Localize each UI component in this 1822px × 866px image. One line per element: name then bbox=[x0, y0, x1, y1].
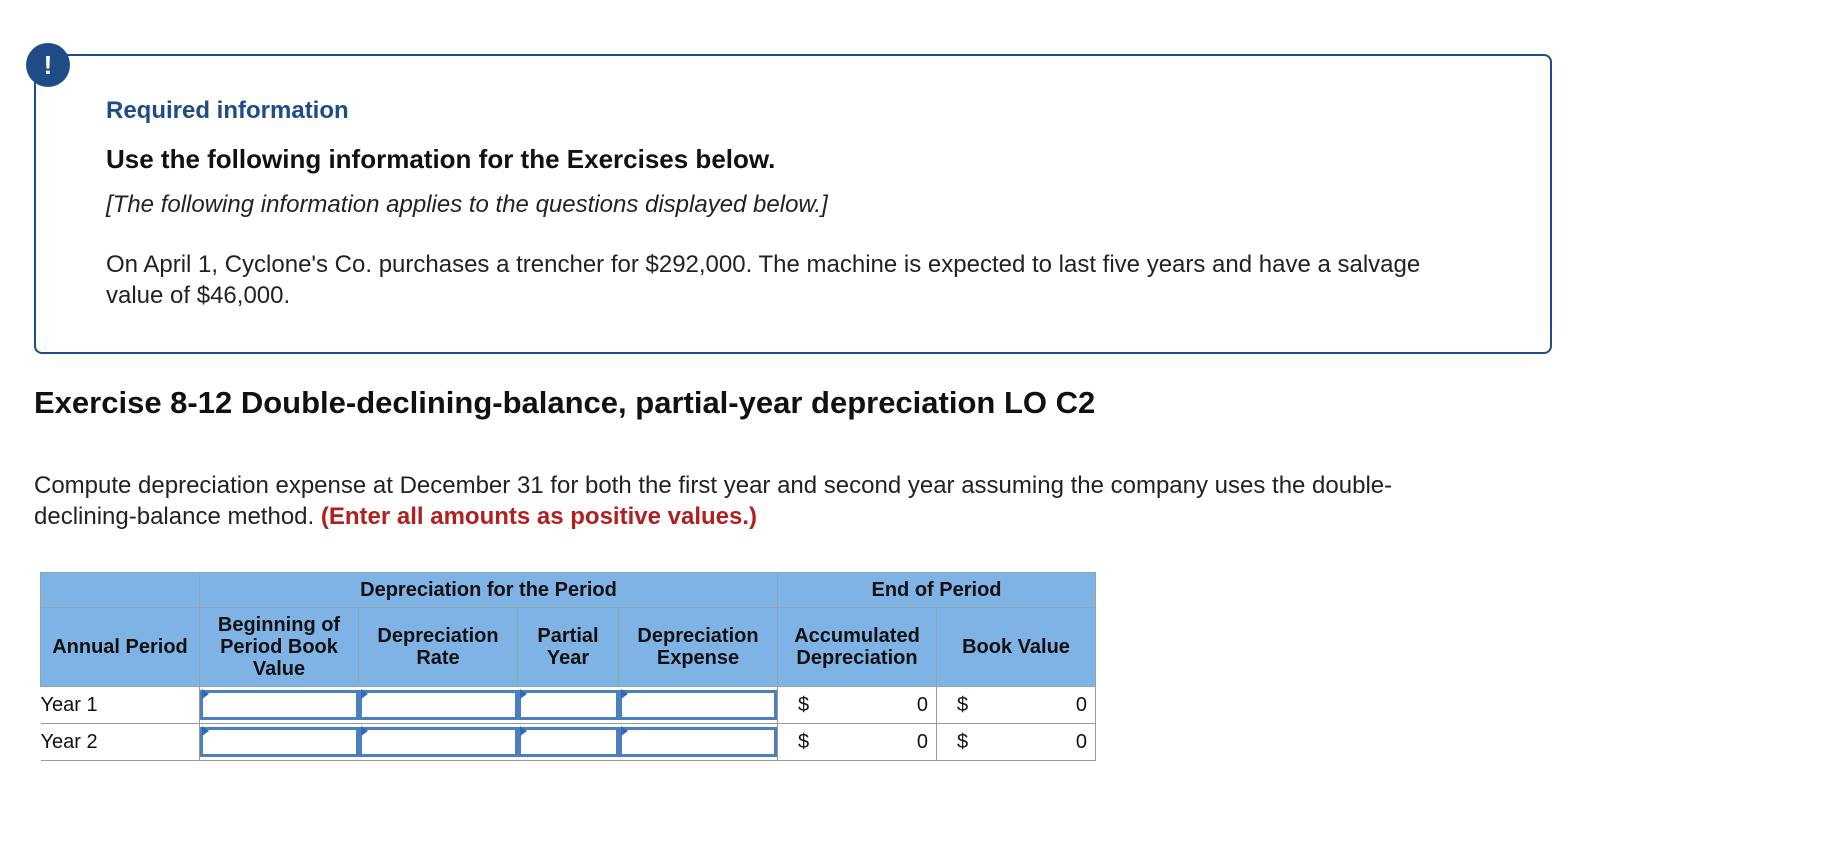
input-marker-icon bbox=[361, 689, 368, 699]
row-period-label: Year 1 bbox=[41, 687, 200, 724]
currency-symbol: $ bbox=[957, 731, 969, 753]
beginning-book-value-input[interactable] bbox=[200, 690, 359, 720]
header-partial-year: Partial Year bbox=[518, 608, 619, 687]
input-marker-icon bbox=[202, 726, 209, 736]
book-value-cell bbox=[937, 724, 1096, 761]
info-heading: Use the following information for the Exercises below. bbox=[106, 144, 776, 174]
accumulated-depreciation-cell bbox=[778, 724, 937, 761]
accumulated-depreciation-value: 0 bbox=[916, 694, 928, 716]
partial-year-input[interactable] bbox=[518, 690, 619, 720]
exclamation-icon: ! bbox=[26, 43, 70, 87]
beginning-book-value-input[interactable] bbox=[200, 727, 359, 757]
input-marker-icon bbox=[520, 689, 527, 699]
instruction-text bbox=[34, 470, 1474, 532]
instruction-body: Compute depreciation expense at December 31 for both the first year and second year assuming the company uses the double-declining-balance method. bbox=[34, 472, 1393, 530]
book-value-cell bbox=[937, 687, 1096, 724]
table-row bbox=[41, 724, 1096, 761]
depreciation-expense-input[interactable] bbox=[619, 690, 778, 720]
depreciation-expense-cell bbox=[619, 687, 778, 724]
input-marker-icon bbox=[621, 726, 628, 736]
header-depreciation-expense: Depreciation Expense bbox=[619, 608, 778, 687]
header-annual-period: Annual Period bbox=[41, 608, 200, 687]
row-period-label: Year 2 bbox=[41, 724, 200, 761]
beginning-book-value-cell bbox=[200, 687, 359, 724]
header-beginning-book-value: Beginning of Period Book Value bbox=[200, 608, 359, 687]
depreciation-rate-cell bbox=[359, 687, 518, 724]
header-accumulated-depreciation: Accumulated Depreciation bbox=[778, 608, 937, 687]
partial-year-cell bbox=[518, 724, 619, 761]
header-book-value: Book Value bbox=[937, 608, 1096, 687]
header-end-of-period: End of Period bbox=[778, 573, 1096, 608]
book-value-value: 0 bbox=[1075, 694, 1087, 716]
book-value-value: 0 bbox=[1075, 731, 1087, 753]
depreciation-rate-input[interactable] bbox=[359, 727, 518, 757]
exercise-title: Exercise 8-12 Double-declining-balance, partial-year depreciation LO C2 bbox=[34, 385, 1096, 420]
input-marker-icon bbox=[520, 726, 527, 736]
input-marker-icon bbox=[202, 689, 209, 699]
currency-symbol: $ bbox=[798, 731, 810, 753]
instruction-note: (Enter all amounts as positive values.) bbox=[320, 503, 757, 530]
currency-symbol: $ bbox=[798, 694, 810, 716]
required-information-box bbox=[34, 54, 1552, 354]
beginning-book-value-cell bbox=[200, 724, 359, 761]
accumulated-depreciation-cell bbox=[778, 687, 937, 724]
partial-year-cell bbox=[518, 687, 619, 724]
depreciation-rate-input[interactable] bbox=[359, 690, 518, 720]
depreciation-rate-cell bbox=[359, 724, 518, 761]
partial-year-input[interactable] bbox=[518, 727, 619, 757]
input-marker-icon bbox=[361, 726, 368, 736]
header-blank bbox=[41, 573, 200, 608]
currency-symbol: $ bbox=[957, 694, 969, 716]
accumulated-depreciation-value: 0 bbox=[916, 731, 928, 753]
scenario-text: On April 1, Cyclone's Co. purchases a trencher for $292,000. The machine is expected to last five years and have a salvage value of $46,000. bbox=[106, 251, 1421, 309]
info-note: [The following information applies to the questions displayed below.] bbox=[106, 191, 828, 218]
header-depreciation-rate: Depreciation Rate bbox=[359, 608, 518, 687]
depreciation-table bbox=[40, 572, 1096, 761]
input-marker-icon bbox=[621, 689, 628, 699]
depreciation-expense-cell bbox=[619, 724, 778, 761]
table-row bbox=[41, 687, 1096, 724]
header-depreciation-for-period: Depreciation for the Period bbox=[200, 573, 778, 608]
depreciation-expense-input[interactable] bbox=[619, 727, 778, 757]
required-information-title: Required information bbox=[106, 97, 349, 124]
